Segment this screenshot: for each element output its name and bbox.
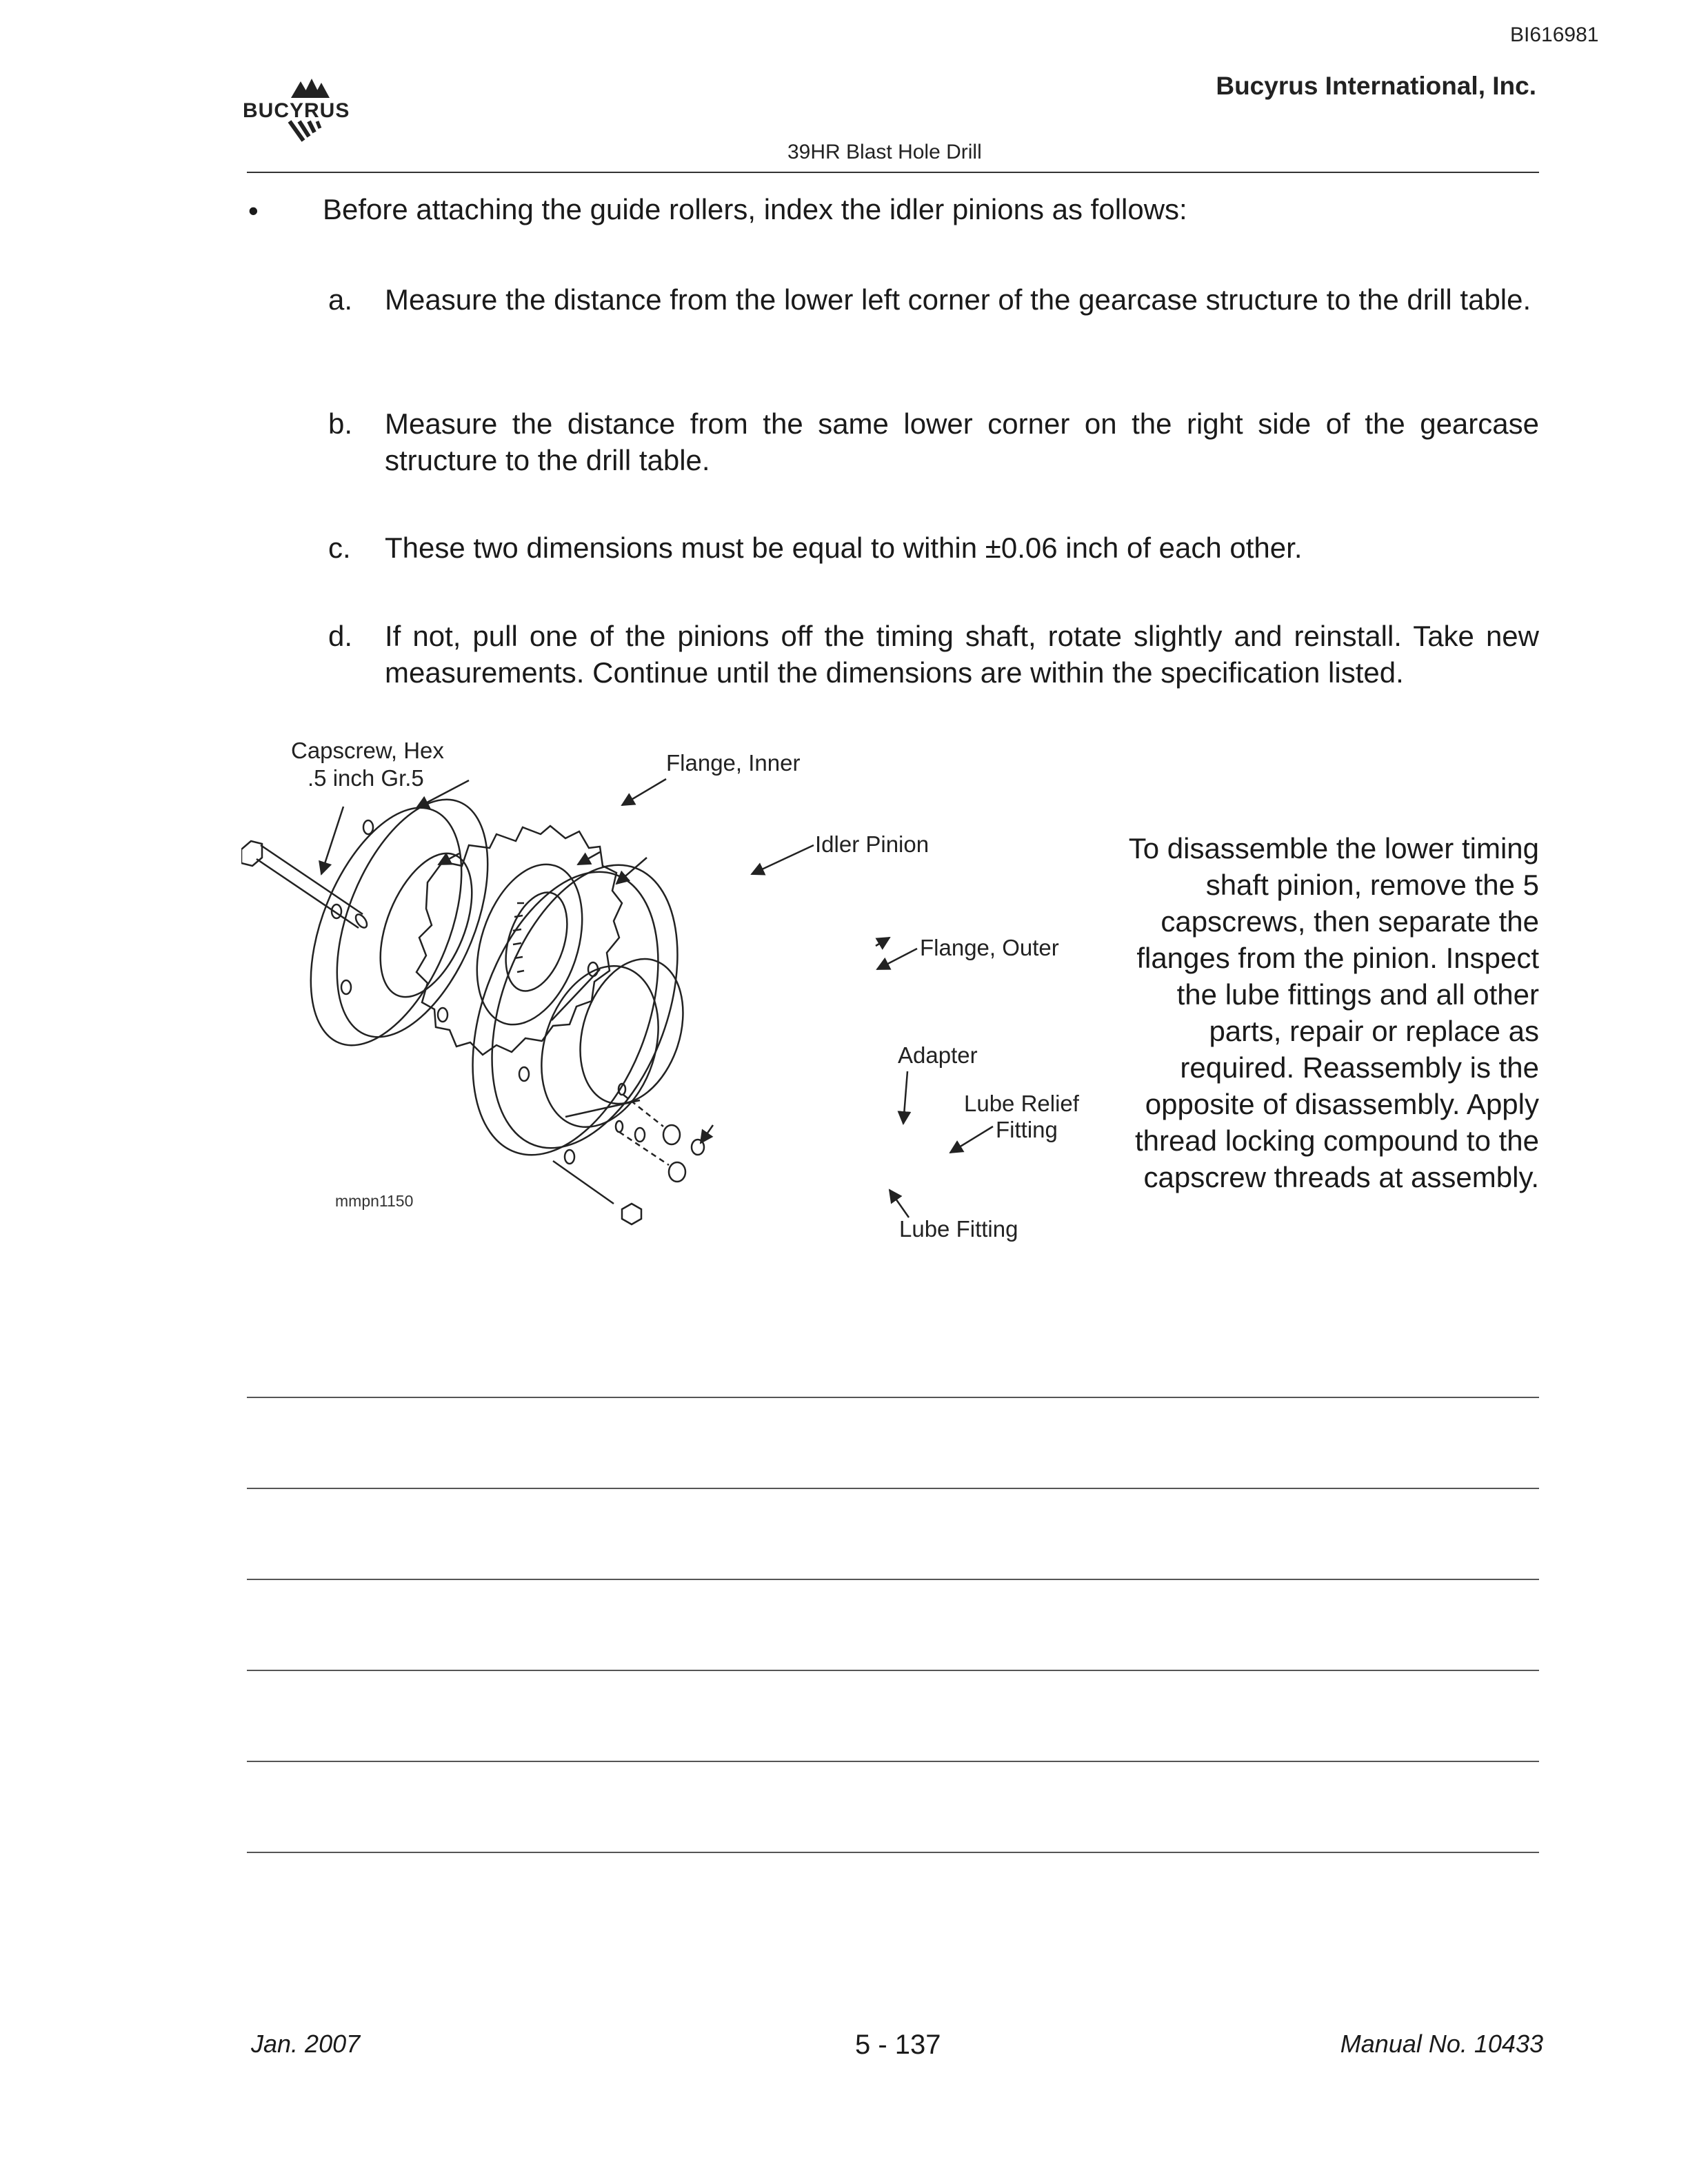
pinion-assembly-illustration	[241, 731, 1138, 1275]
adapter-part	[522, 946, 701, 1142]
footer-date: Jan. 2007	[251, 2030, 361, 2058]
note-line	[247, 1397, 1539, 1398]
exploded-pinion-diagram	[241, 731, 1138, 1275]
note-line	[247, 1670, 1539, 1671]
lube-relief-label-line1: Lube Relief	[964, 1091, 1079, 1116]
logo-text: BUCYRUS	[243, 99, 350, 122]
note-line	[247, 1488, 1539, 1489]
step-letter: b.	[328, 407, 353, 440]
disassembly-note: To disassemble the lower timing shaft pinion, remove the 5 capscrews, then separate the flanges from the pinion. Inspect the lube fittings and all other parts, repair or replace as required. Reassembly is the opposite of disassembly. Apply thread locking compound to the capscrew threads at assembly.	[1128, 832, 1539, 1193]
idler-pinion-label: Idler Pinion	[815, 831, 930, 857]
inner-flange-part	[281, 778, 519, 1066]
step-text: These two dimensions must be equal to within ±0.06 inch of each other.	[385, 532, 1303, 564]
step-letter: d.	[328, 620, 353, 652]
capscrew-part	[241, 841, 369, 929]
document-subtitle: 39HR Blast Hole Drill	[787, 141, 982, 163]
header-divider	[247, 172, 1539, 173]
note-line	[247, 1852, 1539, 1853]
bucyrus-logo	[243, 69, 367, 152]
intro-text: Before attaching the guide rollers, index the idler pinions as follows:	[323, 193, 1187, 225]
flange-outer-label: Flange, Outer	[920, 935, 1059, 960]
lube-relief-label-line2: Fitting	[996, 1117, 1058, 1142]
lube-fitting-label: Lube Fitting	[899, 1216, 1018, 1242]
note-line	[247, 1579, 1539, 1580]
figure-id: mmpn1150	[335, 1192, 414, 1210]
capscrew-label-line1: Capscrew, Hex	[291, 738, 444, 763]
step-text: Measure the distance from the same lower corner on the right side of the gearcase structure to the drill table.	[385, 407, 1539, 476]
bullet-marker: •	[248, 194, 259, 227]
flange-inner-label: Flange, Inner	[666, 750, 801, 776]
manual-number: Manual No. 10433	[1340, 2030, 1543, 2058]
step-text: If not, pull one of the pinions off the timing shaft, rotate slightly and reinstall. Take new measurements. Continue until the dimensions are within the specification listed.	[385, 620, 1539, 689]
page-number: 5 - 137	[855, 2030, 941, 2060]
company-name: Bucyrus International, Inc.	[1216, 72, 1536, 100]
step-text: Measure the distance from the lower left corner of the gearcase structure to the drill table.	[385, 283, 1531, 316]
step-letter: a.	[328, 283, 353, 316]
note-line	[247, 1761, 1539, 1762]
adapter-label: Adapter	[898, 1042, 978, 1068]
document-id: BI616981	[1510, 23, 1599, 46]
capscrew-label-line2: .5 inch Gr.5	[308, 765, 424, 791]
step-letter: c.	[328, 532, 351, 564]
